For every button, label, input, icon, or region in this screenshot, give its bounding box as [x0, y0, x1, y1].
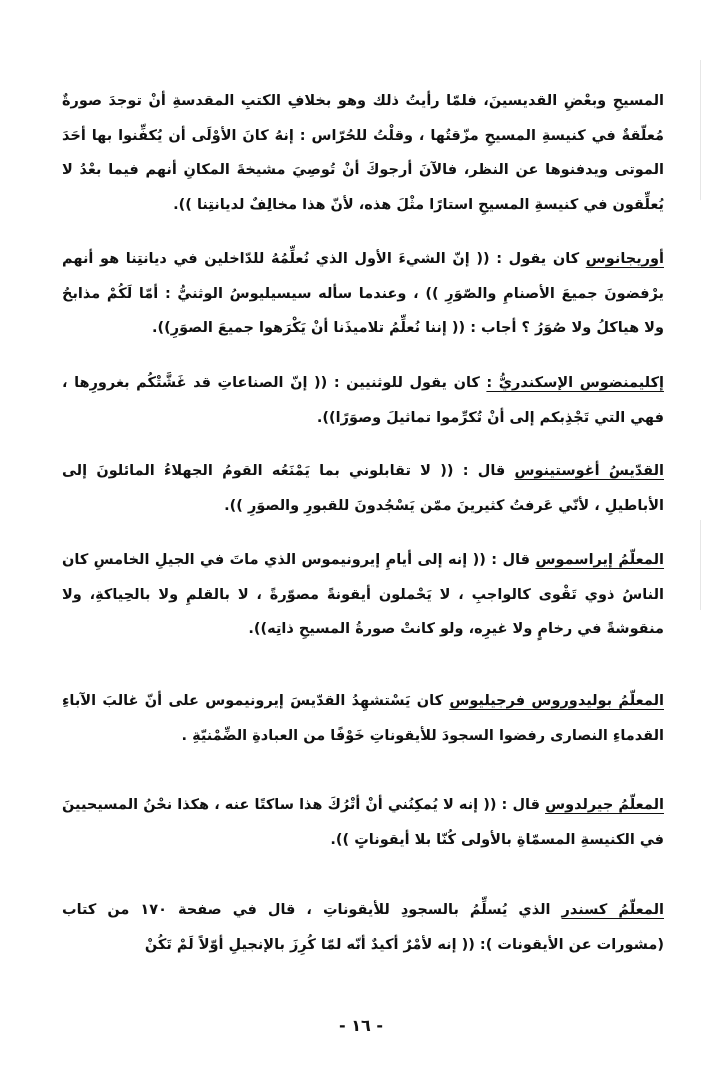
paragraph [62, 684, 664, 753]
margin-rule [700, 520, 701, 610]
speaker-name: المعلّمُ جيرلدوس [545, 797, 664, 813]
speaker-name: المعلّمُ بوليدوروس فرجيليوس [449, 693, 664, 709]
margin-rule [700, 60, 701, 200]
paragraph-text: قال : (( إنه لا يُمكِنُني أنْ أتْرُكَ هذا ساكتًا عنه ، هكذا نحْنُ المسيحيينَ في الكنيسةِ المسمّاةِ بالأولى كُنّا بلا أيقوناتٍ )). [62, 797, 664, 848]
paragraph-text: قال : (( إنه إلى أيامِ إيرونيموس الذي ماتَ في الجيلِ الخامسِ كان الناسُ ذوي تَقْوى كالواجبِ ، لا يَحْملون أيقونةً مصوّرةً ، لا بالقلمِ ولا بالحِياكةِ، ولا منقوشةً في رخامٍ ولا غيرِه، ولو كانتْ صورةُ المسيحِ ذاتِه)). [62, 552, 664, 637]
speaker-name: أوريجانوس [585, 251, 664, 267]
speaker-name: إكليمنضوس الإسكندريُّ : [486, 375, 664, 391]
paragraph-text: كان يقول : (( إنّ الشيءَ الأول الذي نُعلِّمُهُ للدّاخلين في ديانتِنا هو أنهم يرْفضونَ جميعَ الأصنامِ والصّوَرِ )) ، وعندما سأله سيسيليوسُ الوثنيُّ : أمّا لَكُمْ مذابحُ ولا هياكلُ ولا صُوَرُ ؟ أجاب : (( إننا نُعلِّمُ تلاميذَنا أنْ يَكْرَهوا جميعَ الصوَرِ)). [62, 251, 664, 336]
paragraph-text: الذي يُسلِّمُ بالسجودِ للأيقوناتِ ، قال في صفحة ١٧٠ من كتاب (مشورات عن الأيقونات ): (( إنه لأمْرٌ أكيدٌ أنّه لمّا كُرِزَ بالإنجيلِ أوّلاً لَمْ تَكُنْ [62, 902, 664, 953]
paragraph-text: المسيحِ وبعْضِ القديسينَ، فلمّا رأيتُ ذلك وهو بخلافِ الكتبِ المقدسةِ أنْ توجدَ صورةٌ مُعلّقةٌ في كنيسةِ المسيحِ مزّقتُها ، وقلْتُ للحُرّاس : إنهُ كانَ الأوْلَى أن يُكفِّنوا بها أحَدَ الموتى ويدفنوها عن النظر، فالآنَ أرجوكَ أنْ تُوصِيَ مشيخةَ المكانِ أنهم فيما بعْدُ لا يُعلِّقون في كنيسةِ المسيحِ استارًا مثْلَ هذه، لأنّ هذا مخالِفٌ لديانتِنا )). [62, 93, 664, 213]
speaker-name: المعلّمُ إيراسموس [535, 552, 665, 568]
paragraph [62, 84, 664, 222]
page-number: - ١٦ - [339, 1016, 383, 1035]
paragraph-text: كان يقول للوثنيين : (( إنّ الصناعاتِ قد غَشَّتْكُم بغرورِها ، فهي التي تَجْذِبكم إلى أنْ تُكرِّموا تماثيلَ وصوَرًا)). [62, 375, 664, 426]
paragraph [62, 893, 664, 962]
paragraph [62, 543, 664, 647]
paragraph-text: كان يَسْتشهِدُ القدّيسَ إيرونيموس على أنّ غالبَ الآباءِ القدماءِ النصارى رفضوا السجودَ للأيقوناتِ خَوْفًا من العبادةِ الضِّمْنيّةِ . [62, 693, 664, 744]
paragraph [62, 788, 664, 857]
speaker-name: المعلّمُ كسندر [561, 902, 664, 918]
paragraph [62, 366, 664, 435]
paragraph [62, 454, 664, 523]
paragraph-text: قال : (( لا تقابلوني بما يَمْنَعُه القومُ الجهلاءُ المائلونَ إلى الأباطيلِ ، لأنّي عَرفتُ كثيرينَ ممّن يَسْجُدونَ للقبورِ والصوَرِ )). [62, 463, 664, 514]
paragraph [62, 242, 664, 346]
speaker-name: القدّيسُ أغوستينوس [514, 463, 664, 479]
